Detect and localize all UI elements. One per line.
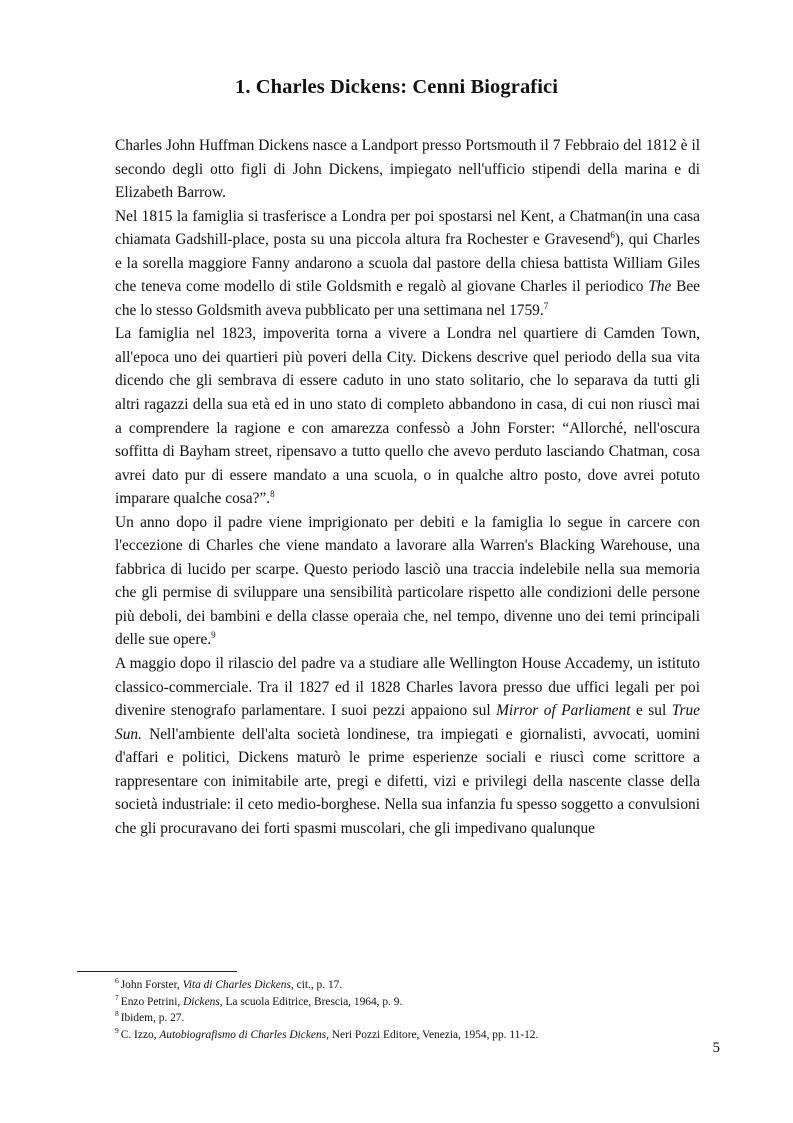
footnote: $^9$ C. Izzo, Autobiografismo di Charles Dickens, Neri Pozzi Editore, Venezia, 1954, pp. 11-12. bbox=[115, 1025, 539, 1041]
footnote-number: 6 bbox=[115, 976, 119, 986]
footnote: $^7$ Enzo Petrini, Dickens, La scuola Editrice, Brescia, 1964, p. 9. bbox=[115, 992, 403, 1008]
footnote-ref: 9 bbox=[211, 630, 216, 641]
page-number: 5 bbox=[712, 1040, 720, 1056]
italic-text: Vita di Charles Dickens bbox=[182, 979, 291, 991]
footnote-separator bbox=[77, 971, 237, 972]
paragraph: La famiglia nel 1823, impoverita torna a vivere a Londra nel quartiere di Camden Town, all'epoca uno dei quartieri più poveri della City. Dickens descrive quel periodo della sua vita dicendo che gli sembrava di essere caduto in uno stato solitario, che lo separava da tutti gli altri ragazzi della sua età ed in uno stato di completo abbandono in casa, di cui non riuscì mai a comprendere la ragione e con amarezza confessò a John Forster: “Allorché, nell'oscura soffitta di Bayham street, ripensavo a tutto quello che avevo perduto lasciando Chatman, cosa avrei dato pur di essere mandato a una scuola, o in qualche altro posto, dove avrei potuto imparare qualche cosa?”.$^8$ bbox=[115, 325, 700, 508]
footnote: $^6$ John Forster, Vita di Charles Dickens, cit., p. 17. bbox=[115, 976, 343, 991]
footnote: $^8$ Ibidem, p. 27. bbox=[115, 1009, 185, 1024]
footnote-ref: 8 bbox=[270, 489, 275, 500]
italic-text: Autobiografismo di Charles Dickens, bbox=[159, 1028, 329, 1041]
body-text bbox=[115, 134, 700, 840]
italic-text: True Sun. bbox=[115, 702, 700, 743]
paragraph: Nel 1815 la famiglia si trasferisce a Londra per poi spostarsi nel Kent, a Chatman(in una casa chiamata Gadshill-place, posta su una piccola altura fra Rochester e Gravesend$^6$), qui Charles e la sorella maggiore Fanny andarono a scuola dal pastore della chiesa battista William Giles che teneva come modello di stile Goldsmith e regalò al giovane Charles il periodico The Bee che lo stesso Goldsmith aveva pubblicato per una settimana nel 1759.$^7$ bbox=[115, 207, 701, 319]
footnotes bbox=[115, 977, 700, 1043]
footnote-ref: 6 bbox=[610, 230, 615, 241]
footnote-ref: 7 bbox=[543, 300, 549, 311]
paragraph: Charles John Huffman Dickens nasce a Landport presso Portsmouth il 7 Febbraio del 1812 è il secondo degli otto figli di John Dickens, impiegato nell'ufficio stipendi della marina e di Elizabeth Barrow. bbox=[115, 137, 700, 202]
chapter-title: 1. Charles Dickens: Cenni Biografici bbox=[234, 76, 559, 98]
paragraph: Un anno dopo il padre viene imprigionato per debiti e la famiglia lo segue in carcere con l'eccezione di Charles che viene mandato a lavorare alla Warren's Blacking Warehouse, una fabbrica di lucido per scarpe. Questo periodo lasciò una traccia indelebile nella sua memoria che gli permise di sviluppare una sensibilità particolare rispetto alle condizioni delle persone più deboli, dei bambini e della classe operaia che, nel tempo, divenne uno dei temi principali delle sue opere.$^9$ bbox=[115, 513, 700, 649]
footnote-number: 9 bbox=[115, 1025, 119, 1035]
footnote-number: 7 bbox=[115, 992, 119, 1002]
italic-text: The bbox=[648, 278, 672, 296]
footnote-number: 8 bbox=[115, 1009, 119, 1019]
italic-text: Dickens, bbox=[183, 995, 223, 1008]
paragraph: A maggio dopo il rilascio del padre va a studiare alle Wellington House Accademy, un istituto classico-commerciale. Tra il 1827 ed il 1828 Charles lavora presso due uffici legali per poi divenire stenografo parlamentare. I suoi pezzi appaiono sul Mirror of Parliament e sul True Sun. Nell'ambiente dell'alta società londinese, tra impiegati e giornalisti, avvocati, uomini d'affari e politici, Dickens maturò le prime esperienze sociali e riuscì come scrittore a rappresentare con inimitabile arte, pregi e difetti, vizi e privilegi della nascente classe della società industriale: il ceto medio-borghese. Nella sua infanzia fu spesso soggetto a convulsioni che gli procuravano dei forti spasmi muscolari, che gli impedivano qualunque bbox=[115, 655, 700, 837]
italic-text: Mirror of Parliament bbox=[496, 702, 631, 720]
